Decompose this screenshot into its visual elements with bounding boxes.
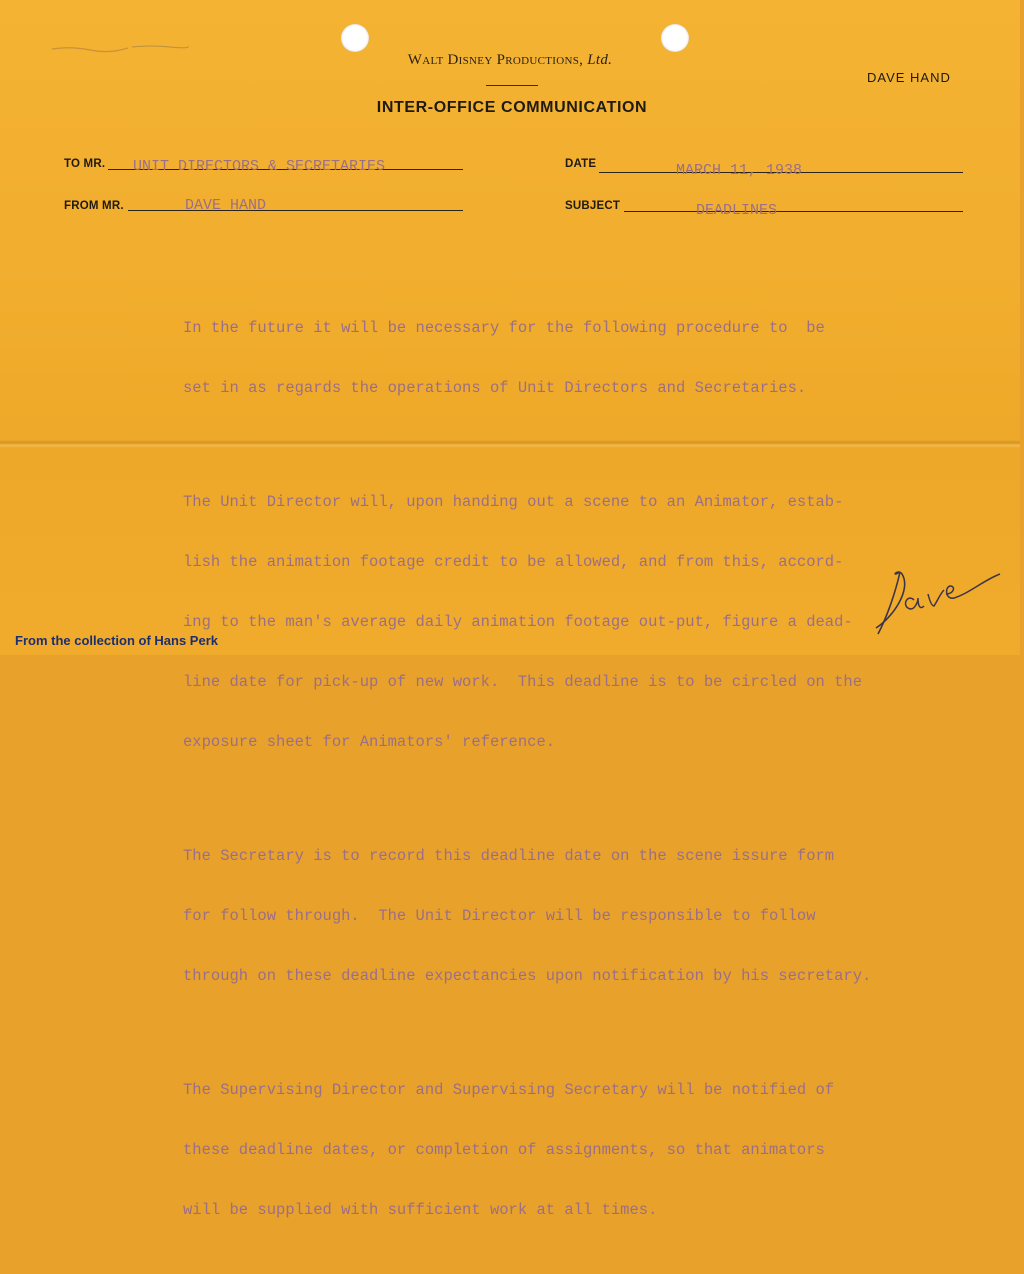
company-name [0, 52, 1020, 69]
from-line [128, 210, 463, 211]
body-line: exposure sheet for Animators' reference. [183, 733, 556, 751]
body-paragraph [183, 1040, 963, 1260]
memo-body [183, 278, 963, 1274]
subject-label: SUBJECT [565, 200, 621, 212]
punch-hole-left [341, 24, 369, 52]
from-value: DAVE HAND [185, 197, 267, 214]
body-line: set in as regards the operations of Unit Directors and Secretaries. [183, 379, 807, 397]
punch-hole-right [661, 24, 689, 52]
body-paragraph [183, 806, 963, 1026]
subject-line [624, 211, 963, 212]
handwritten-signature [872, 560, 1007, 640]
body-line: The Secretary is to record this deadline date on the scene issure form [183, 847, 835, 865]
body-line: The Unit Director will, upon handing out a scene to an Animator, estab- [183, 493, 844, 511]
corner-name: DAVE HAND [867, 70, 951, 85]
company-name-text: Walt Disney Productions, [407, 52, 584, 68]
letterhead-divider [486, 85, 538, 86]
from-label: FROM MR. [64, 200, 124, 212]
collection-credit: From the collection of Hans Perk [15, 633, 218, 648]
to-value: UNIT DIRECTORS & SECRETARIES [133, 158, 386, 175]
memo-title: INTER-OFFICE COMMUNICATION [376, 99, 648, 116]
body-line: lish the animation footage credit to be allowed, and from this, accord- [183, 553, 844, 571]
body-line: these deadline dates, or completion of assignments, so that animators [183, 1141, 825, 1159]
body-line: through on these deadline expectancies upon notification by his secretary. [183, 967, 872, 985]
company-suffix: Ltd. [587, 52, 613, 68]
date-value: MARCH 11, 1938 [676, 162, 803, 179]
body-paragraph [183, 452, 963, 792]
to-label: TO MR. [64, 158, 106, 170]
body-line: will be supplied with sufficient work at all times. [183, 1201, 658, 1219]
body-paragraph [183, 278, 963, 438]
body-line: The Supervising Director and Supervising Secretary will be notified of [183, 1081, 835, 1099]
body-line: ing to the man's average daily animation footage out-put, figure a dead- [183, 613, 853, 631]
subject-value: DEADLINES [696, 202, 778, 219]
body-line: line date for pick-up of new work. This deadline is to be circled on the [183, 673, 863, 691]
body-line: In the future it will be necessary for the following procedure to be [183, 319, 825, 337]
date-label: DATE [565, 158, 597, 170]
body-line: for follow through. The Unit Director will be responsible to follow [183, 907, 816, 925]
